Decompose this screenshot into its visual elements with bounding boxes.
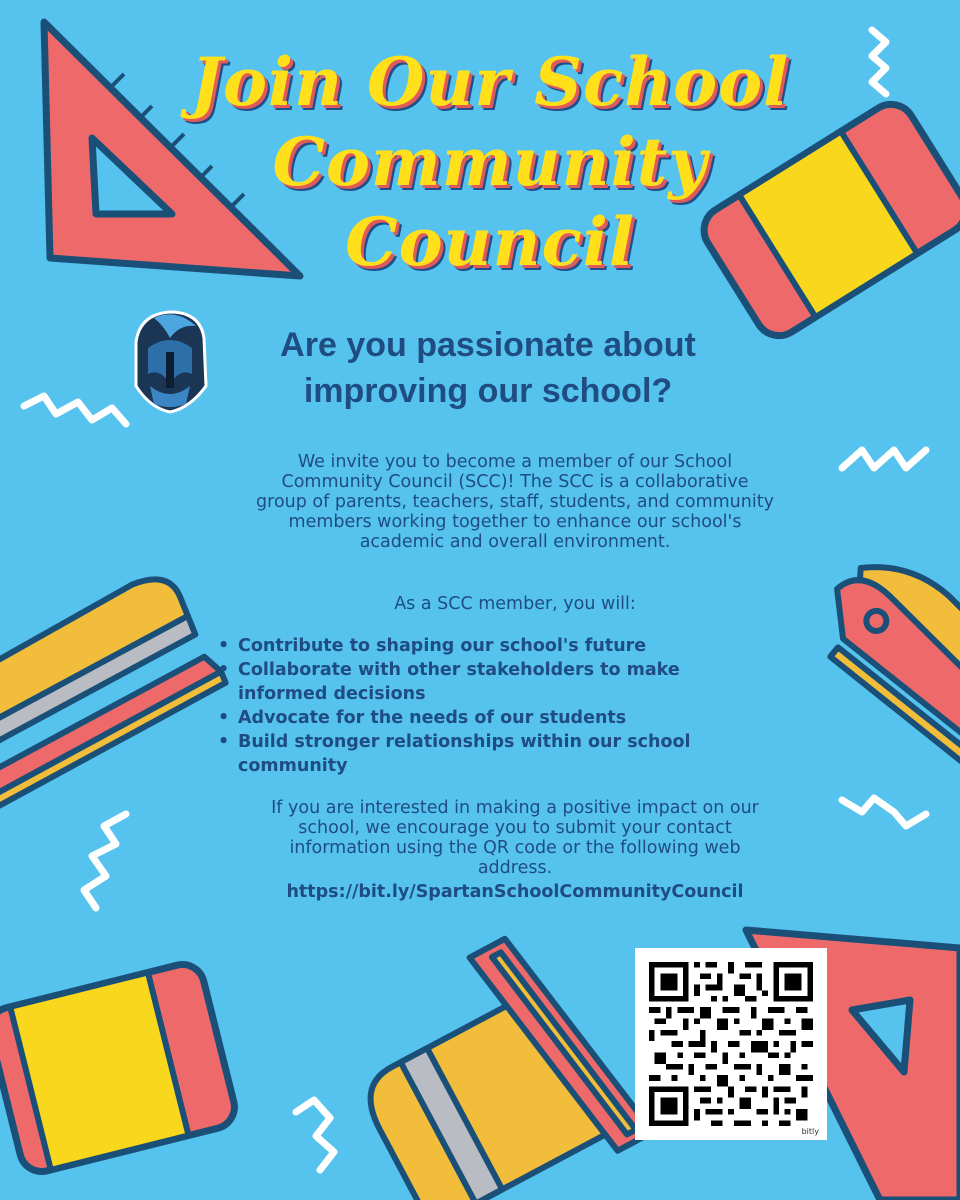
- closing-line: If you are interested in making a positive impact on our: [271, 798, 759, 818]
- signup-link[interactable]: https://bit.ly/SpartanSchoolCommunityCouncil: [286, 882, 744, 902]
- closing-line: address.: [477, 858, 553, 878]
- intro-line: We invite you to become a member of our School: [297, 452, 733, 472]
- list-item-text: Advocate for the needs of our students: [238, 708, 627, 728]
- list-item-text: Contribute to shaping our school's future: [238, 636, 647, 656]
- qr-code-pattern: [649, 962, 813, 1126]
- list-item-text: informed decisions: [238, 684, 426, 704]
- closing-line: school, we encourage you to submit your contact: [298, 818, 732, 838]
- squiggle-decoration: [24, 396, 126, 424]
- squiggle-decoration: [872, 30, 886, 94]
- bullet-icon: •: [218, 660, 230, 680]
- squiggle-decoration: [842, 450, 926, 468]
- squiggle-decoration: [296, 1100, 334, 1170]
- bullet-icon: •: [218, 708, 230, 728]
- stapler-icon: [0, 566, 238, 817]
- qr-code[interactable]: [635, 948, 827, 1140]
- intro-line: Community Council (SCC)! The SCC is a collaborative: [281, 472, 749, 492]
- stapler-icon: [328, 920, 653, 1200]
- page-title: [120, 42, 860, 282]
- title-line: Council: [345, 203, 635, 281]
- list-item-text: community: [238, 756, 348, 776]
- qr-tag: bitly: [801, 1127, 819, 1136]
- title-line: Community: [272, 123, 708, 201]
- list-item-text: Build stronger relationships within our school: [238, 732, 691, 752]
- closing-line: information using the QR code or the following web: [289, 838, 741, 858]
- intro-line: academic and overall environment.: [359, 532, 671, 552]
- subheading-line: improving our school?: [303, 372, 673, 410]
- list-item-text: Collaborate with other stakeholders to make: [238, 660, 680, 680]
- subheading: [228, 322, 748, 414]
- list-item: [212, 634, 772, 658]
- stapler-icon: [791, 544, 960, 794]
- list-item: [212, 706, 772, 730]
- bullet-icon: •: [218, 636, 230, 656]
- intro-line: members working together to enhance our school's: [288, 512, 742, 532]
- subheading-line: Are you passionate about: [280, 326, 696, 364]
- intro-line: group of parents, teachers, staff, students, and community: [256, 492, 774, 512]
- benefits-list: [212, 634, 772, 778]
- bullet-icon: •: [218, 732, 230, 752]
- list-item: [212, 730, 772, 778]
- spartan-helmet-logo: [130, 308, 210, 414]
- eraser-icon: [0, 960, 239, 1176]
- squiggle-decoration: [84, 814, 126, 908]
- squiggle-decoration: [842, 798, 926, 826]
- list-item: [212, 658, 772, 706]
- closing-paragraph: [205, 798, 825, 902]
- member-intro: As a SCC member, you will:: [394, 594, 636, 614]
- title-line: Join Our School: [190, 43, 790, 121]
- intro-paragraph: [215, 452, 815, 552]
